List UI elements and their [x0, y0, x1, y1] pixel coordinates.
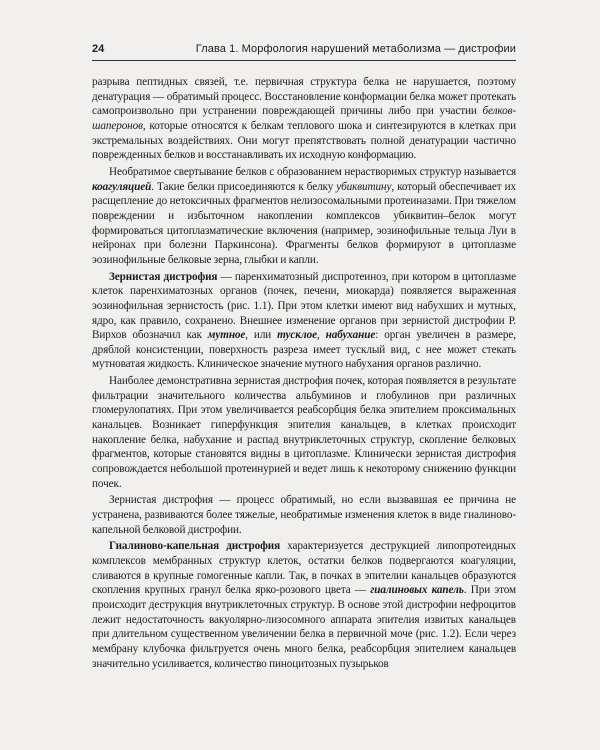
- term-chaperones: белков-шаперонов: [92, 105, 516, 132]
- body-text: [92, 75, 516, 671]
- term-cloudy: мутное: [207, 329, 246, 342]
- text-run: Необратимое свертывание белков с образованием нерастворимых структур называется: [109, 165, 516, 178]
- text-run: . При этом происходит деструкция внутриклеточных структур. В основе этой дистрофии нефроцитов лежит недостаточность вакуолярно-лизосомного аппарата эпителия извитых канальцев при длительном существенном увеличении белка в первичной моче (рис. 1.2). Если через мембрану клубочка фильтруется очень много белка, реабсорбция эпителием канальцев значительно усиливается, количество пиноцитозных пузырьков: [92, 584, 516, 670]
- paragraph: [92, 539, 516, 671]
- text-run: , который обеспечивает их расщепление до нетоксичных фрагментов нелизосомальными протеиназами. При тяжелом повреждении и избыточном накоплении комплексов убиквитин–белок могут формироваться цитоплазматические включения (например, эозинофильные тельца Луи в нейронах при болезни Паркинсона). Фрагменты белков формируют в цитоплазме эозинофильные белковые зерна, глыбки и капли.: [92, 180, 516, 266]
- page-header: [92, 40, 516, 61]
- text-run: характеризуется деструкцией липопротеидных комплексов мембранных структур клеток, остатки белков подвергаются коагуляции, сливаются в крупные гомогенные капли. Так, в почках в эпителии канальцев образуются скопления крупных гранул белка ярко-розового цвета —: [92, 540, 516, 597]
- term-hyaline-droplets: гиалиновых капель: [370, 584, 464, 597]
- paragraph: [92, 165, 516, 268]
- text-run: Зернистая дистрофия — процесс обратимый, но если вызвавшая ее причина не устранена, развиваются более тяжелые, необратимые изменения клеток в виде гиалиново-капельной белковой дистрофии.: [92, 494, 516, 536]
- paragraph: [92, 493, 516, 537]
- term-coagulation: коагуляцией: [92, 180, 152, 193]
- text-run: ,: [317, 329, 326, 342]
- heading-granular-dystrophy: Зернистая дистрофия: [109, 270, 218, 283]
- paragraph: [92, 75, 516, 163]
- page-number: 24: [92, 43, 105, 55]
- text-run: , которые относятся к белкам теплового шока и синтезируются в клетках при экстремальных воздействиях. Они могут препятствовать полной денатурации частично поврежденных белков и восстанавливать их исходную конформацию.: [92, 119, 516, 162]
- heading-hyaline-droplet-dystrophy: Гиалиново-капельная дистрофия: [109, 540, 281, 553]
- text-run: разрыва пептидных связей, т.е. первичная структура белка не нарушается, поэтому денатурация — обратимый процесс. Восстановление конформации белка может протекать самопроизвольно при устранении повреждающей причины либо при участии: [92, 76, 516, 118]
- term-swelling: набухание: [325, 329, 376, 342]
- text-run: — паренхиматозный диспротеиноз, при котором в цитоплазме клеток паренхиматозных органов (почек, печени, миокарда) появляется выраженная эозинофильная зернистость (рис. 1.1). При этом клетки имеют вид набухших и мутных, ядро, как правило, сохранено. Внешнее изменение органов при зернистой дистрофии Р. Вирхов обозначил как: [92, 270, 516, 342]
- term-ubiquitin: убиквитину: [336, 180, 392, 193]
- text-run: Наиболее демонстративна зернистая дистрофия почек, которая появляется в результате фильтрации значительного количества альбуминов и глобулинов при различных гломерулопатиях. При этом увеличивается реабсорбция белка эпителием проксимальных канальцев. Возникает гиперфункция эпителия канальцев, в клетках происходит накопление белка, набухание и распад внутриклеточных структур, скопление белковых фрагментов, которые становятся видны в цитоплазме. Клинически зернистая дистрофия сопровождается небольшой протеинурией и ведет лишь к некоторому снижению функции почек.: [92, 375, 516, 490]
- paragraph: [92, 374, 516, 491]
- paragraph: [92, 270, 516, 373]
- running-head: Глава 1. Морфология нарушений метаболизма — дистрофии: [195, 43, 516, 55]
- text-run: , или: [245, 329, 278, 342]
- text-run: . Такие белки присоединяются к белку: [151, 180, 337, 193]
- term-dull: тусклое: [277, 329, 317, 342]
- text-run: : орган увеличен в размере, дряблой консистенции, поверхность разреза имеет тусклый вид, с нее может стекать мутноватая жидкость. Клиническое значение мутного набухания органов различно.: [92, 329, 516, 371]
